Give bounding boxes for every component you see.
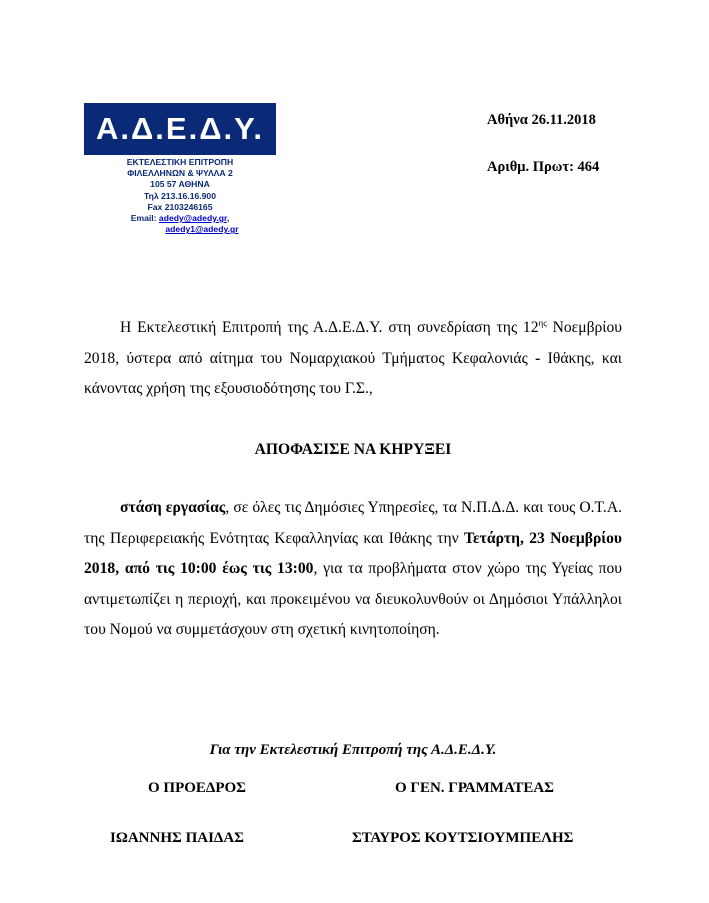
secretary-title: Ο ΓΕΝ. ΓΡΑΜΜΑΤΕΑΣ [395, 780, 554, 796]
org-phone: Τηλ 213.16.16.900 [144, 190, 216, 201]
org-email-line-2 [84, 224, 276, 235]
org-committee: ΕΚΤΕΛΕΣΤΙΚΗ ΕΠΙΤΡΟΠΗ [126, 157, 234, 167]
secretary-name: ΣΤΑΥΡΟΣ ΚΟΥΤΣΙΟΥΜΠΕΛΗΣ [352, 830, 574, 846]
intro-paragraph: Η Εκτελεστική Επιτροπή της Α.Δ.Ε.Δ.Υ. στη συνεδρίαση της $12^{\eta\varsigma}$ Νοεμβρίου 2018, ύστερα από αίτημα του Νομαρχιακού Τμήματος Κεφαλονιάς - Ιθάκης, και κάνοντας χρήση της εξουσιοδότησης του Γ.Σ., [84, 317, 623, 397]
org-address-block [84, 157, 276, 235]
decision-paragraph: στάση εργασίας, σε όλες τις Δημόσιες Υπηρεσίες, τα Ν.Π.Δ.Δ. και τους Ο.Τ.Α. της Περιφερειακής Ενότητας Κεφαλληνίας και Ιθάκης την Τετάρτη, 23 Νοεμβρίου 2018, από τις 10:00 έως τις 13:00, για τα προβλήματα στον χώρο της Υγείας που αντιμετωπίζει η περιοχή, και προκειμένου να διευκολυνθούν οι Δημόσιοι Υπάλληλοι του Νομού να συμμετάσχουν στη σχετική κινητοποίηση. [84, 499, 623, 638]
org-street: ΦΙΛΕΛΛΗΝΩΝ & ΨΥΛΛΑ 2 [127, 168, 233, 179]
email-label: Email: [130, 213, 159, 224]
president-name: ΙΩΑΝΝΗΣ ΠΑΙΔΑΣ [110, 830, 244, 846]
president-title: Ο ΠΡΟΕΔΡΟΣ [148, 780, 246, 796]
org-city: 105 57 ΑΘΗΝΑ [150, 179, 210, 190]
email-link-2[interactable]: adedy1@adedy.gr [165, 224, 239, 235]
logo-banner [84, 103, 276, 155]
email-link-1[interactable]: adedy@adedy.gr [158, 213, 227, 224]
org-email-line: Email: adedy@adedy.gr, [130, 213, 230, 224]
logo-text: Α.Δ.Ε.Δ.Υ. [96, 111, 264, 146]
protocol-number: Αριθμ. Πρωτ: 464 [487, 159, 600, 175]
org-fax: Fax 2103246165 [147, 201, 213, 212]
decision-heading: ΑΠΟΦΑΣΙΣΕ ΝΑ ΚΗΡΥΞΕΙ [254, 441, 452, 458]
signature-committee-line: Για την Εκτελεστική Επιτροπή της Α.Δ.Ε.Δ.Υ. [209, 742, 497, 758]
document-date: Αθήνα 26.11.2018 [487, 112, 596, 128]
